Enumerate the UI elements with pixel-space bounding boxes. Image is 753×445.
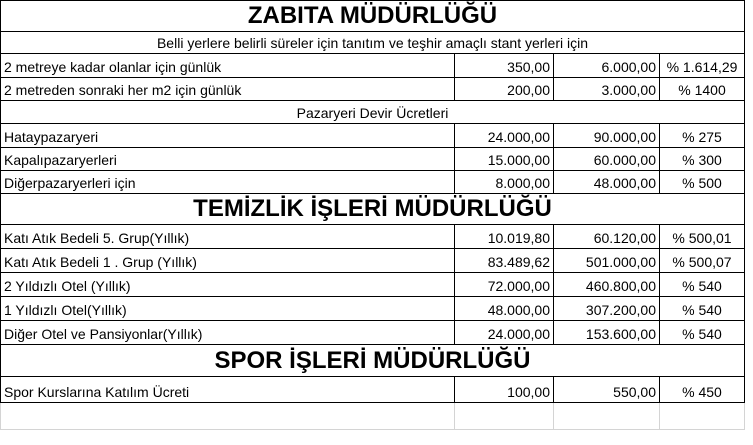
row-increase[interactable]: % 300 — [659, 148, 745, 170]
row-old-fee[interactable]: 100,00 — [454, 377, 553, 402]
row-label[interactable]: 2 metreye kadar olanlar için günlük — [0, 54, 454, 77]
row-increase[interactable]: % 450 — [659, 377, 745, 402]
temizlik-title[interactable]: TEMİZLİK İŞLERİ MÜDÜRLÜĞÜ — [0, 194, 745, 224]
row-label[interactable]: 2 metreden sonraki her m2 için günlük — [0, 78, 454, 100]
row-label[interactable]: Hataypazaryeri — [0, 124, 454, 147]
row-old-fee[interactable]: 350,00 — [454, 54, 553, 77]
row-new-fee[interactable]: 60.000,00 — [553, 148, 659, 170]
row-new-fee[interactable]: 3.000,00 — [553, 78, 659, 100]
row-new-fee[interactable]: 60.120,00 — [553, 225, 659, 248]
row-label[interactable]: Diğer Otel ve Pansiyonlar(Yıllık) — [0, 321, 454, 344]
row-label[interactable]: Diğerpazaryerleri için — [0, 171, 454, 193]
row-new-fee[interactable]: 90.000,00 — [553, 124, 659, 147]
table-row — [0, 171, 745, 194]
table-row — [0, 377, 745, 403]
pazaryeri-section-row — [0, 101, 745, 124]
row-old-fee[interactable]: 24.000,00 — [454, 321, 553, 344]
row-label[interactable]: 2 Yıldızlı Otel (Yıllık) — [0, 273, 454, 296]
row-increase[interactable]: % 540 — [659, 297, 745, 320]
row-label[interactable]: 1 Yıldızlı Otel(Yıllık) — [0, 297, 454, 320]
row-old-fee[interactable]: 48.000,00 — [454, 297, 553, 320]
temizlik-title-row — [0, 194, 745, 225]
spor-title[interactable]: SPOR İŞLERİ MÜDÜRLÜĞÜ — [0, 345, 745, 376]
zabita-subtitle-row — [0, 32, 745, 54]
row-label[interactable]: Katı Atık Bedeli 5. Grup(Yıllık) — [0, 225, 454, 248]
zabita-subtitle[interactable]: Belli yerlere belirli süreler için tanıtım ve teşhir amaçlı stant yerleri için — [0, 32, 745, 53]
row-increase[interactable]: % 275 — [659, 124, 745, 147]
row-increase[interactable]: % 1.614,29 — [659, 54, 745, 77]
pazaryeri-section-title[interactable]: Pazaryeri Devir Ücretleri — [0, 101, 745, 123]
row-old-fee[interactable]: 8.000,00 — [454, 171, 553, 193]
row-new-fee[interactable]: 550,00 — [553, 377, 659, 402]
row-increase[interactable]: % 1400 — [659, 78, 745, 100]
table-row — [0, 321, 745, 345]
table-row — [0, 78, 745, 101]
row-new-fee[interactable]: 501.000,00 — [553, 249, 659, 272]
empty-grid-row — [0, 403, 745, 430]
row-new-fee[interactable]: 307.200,00 — [553, 297, 659, 320]
row-new-fee[interactable]: 48.000,00 — [553, 171, 659, 193]
row-increase[interactable]: % 540 — [659, 273, 745, 296]
row-label[interactable]: Katı Atık Bedeli 1 . Grup (Yıllık) — [0, 249, 454, 272]
row-old-fee[interactable]: 72.000,00 — [454, 273, 553, 296]
empty-cell[interactable] — [553, 403, 659, 429]
table-row — [0, 54, 745, 78]
row-new-fee[interactable]: 153.600,00 — [553, 321, 659, 344]
empty-cell[interactable] — [454, 403, 553, 429]
row-new-fee[interactable]: 460.800,00 — [553, 273, 659, 296]
row-increase[interactable]: % 500,01 — [659, 225, 745, 248]
row-old-fee[interactable]: 15.000,00 — [454, 148, 553, 170]
row-old-fee[interactable]: 83.489,62 — [454, 249, 553, 272]
zabita-title-row — [0, 0, 745, 32]
row-new-fee[interactable]: 6.000,00 — [553, 54, 659, 77]
spor-title-row — [0, 345, 745, 377]
row-label[interactable]: Kapalıpazaryerleri — [0, 148, 454, 170]
empty-cell[interactable] — [659, 403, 745, 429]
table-row — [0, 225, 745, 249]
row-label[interactable]: Spor Kurslarına Katılım Ücreti — [0, 377, 454, 402]
row-old-fee[interactable]: 200,00 — [454, 78, 553, 100]
table-row — [0, 297, 745, 321]
zabita-title[interactable]: ZABITA MÜDÜRLÜĞÜ — [0, 1, 745, 31]
table-row — [0, 273, 745, 297]
row-increase[interactable]: % 500 — [659, 171, 745, 193]
table-row — [0, 249, 745, 273]
row-old-fee[interactable]: 24.000,00 — [454, 124, 553, 147]
table-row — [0, 148, 745, 171]
row-old-fee[interactable]: 10.019,80 — [454, 225, 553, 248]
table-row — [0, 124, 745, 148]
row-increase[interactable]: % 500,07 — [659, 249, 745, 272]
empty-cell[interactable] — [0, 403, 454, 429]
row-increase[interactable]: % 540 — [659, 321, 745, 344]
